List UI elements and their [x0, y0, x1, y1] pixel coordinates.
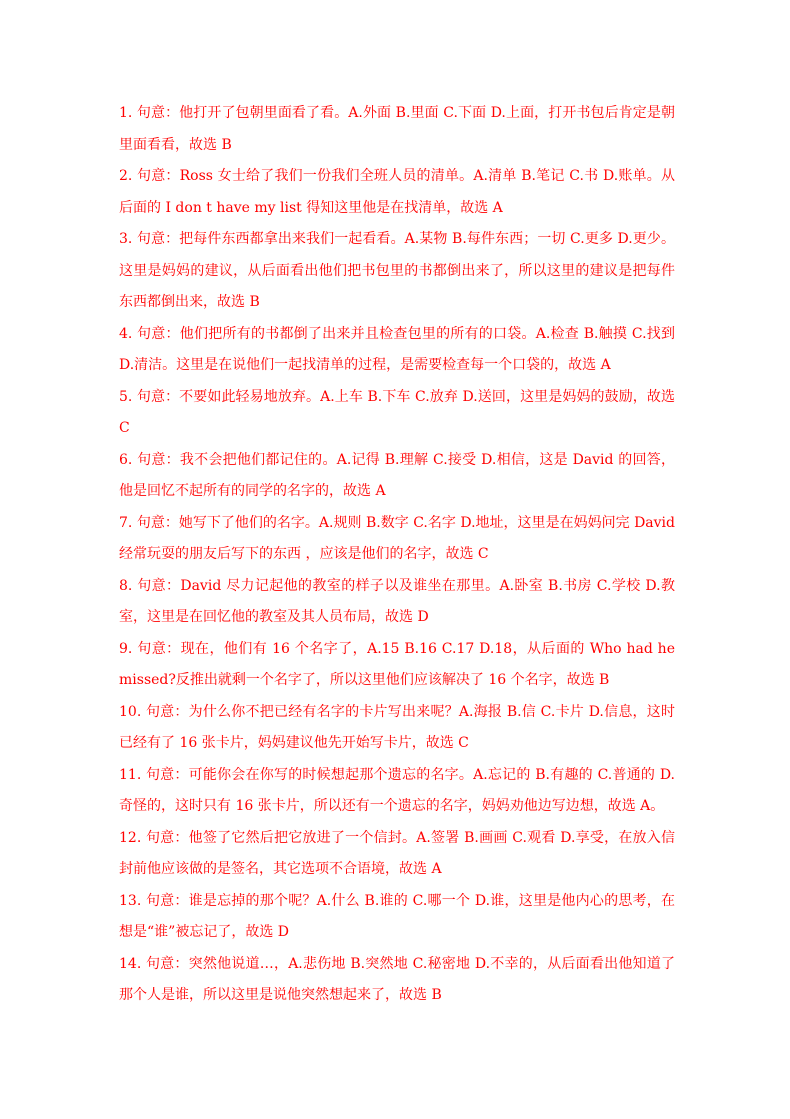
explanation-item: 8. 句意：David 尽力记起他的教室的样子以及谁坐在那里。A.卧室 B.书房 C.学校 D.教室，这里是在回忆他的教室及其人员布局，故选 D — [119, 577, 675, 625]
explanation-item: 7. 句意：她写下了他们的名字。A.规则 B.数字 C.名字 D.地址，这里是在妈妈问完 David 经常玩耍的朋友后写下的东西 ，应该是他们的名字，故选 C — [119, 514, 675, 562]
explanation-item: 10. 句意：为什么你不把已经有名字的卡片写出来呢？A.海报 B.信 C.卡片 D.信息，这时已经有了 16 张卡片，妈妈建议他先开始写卡片，故选 C — [119, 703, 675, 751]
explanation-item: 6. 句意：我不会把他们都记住的。A.记得 B.理解 C.接受 D.相信，这是 David 的回答，他是回忆不起所有的同学的名字的，故选 A — [119, 451, 675, 499]
explanation-item: 11. 句意：可能你会在你写的时候想起那个遗忘的名字。A.忘记的 B.有趣的 C.普通的 D.奇怪的，这时只有 16 张卡片，所以还有一个遗忘的名字，妈妈劝他边写边想，故选 A。 — [119, 766, 675, 814]
explanation-item: 12. 句意：他签了它然后把它放进了一个信封。A.签署 B.画画 C.观看 D.享受，在放入信封前他应该做的是签名，其它选项不合语境，故选 A — [119, 829, 675, 877]
explanation-item: 4. 句意：他们把所有的书都倒了出来并且检查包里的所有的口袋。A.检查 B.触摸 C.找到 D.清洁。这里是在说他们一起找清单的过程，是需要检查每一个口袋的，故选 A — [119, 325, 675, 373]
answer-explanations — [119, 98, 675, 1012]
explanation-item: 9. 句意：现在，他们有 16 个名字了，A.15 B.16 C.17 D.18，从后面的 Who had he missed?反推出就剩一个名字了，所以这里他们应该解决了 16 个名字，故选 B — [119, 640, 675, 688]
explanation-item: 14. 句意：突然他说道…，A.悲伤地 B.突然地 C.秘密地 D.不幸的，从后面看出他知道了那个人是谁，所以这里是说他突然想起来了，故选 B — [119, 955, 675, 1003]
explanation-item: 13. 句意：谁是忘掉的那个呢？A.什么 B.谁的 C.哪一个 D.谁，这里是他内心的思考，在想是“谁”被忘记了，故选 D — [119, 892, 675, 940]
explanation-item: 1. 句意：他打开了包朝里面看了看。A.外面 B.里面 C.下面 D.上面，打开书包后肯定是朝里面看看，故选 B — [119, 105, 675, 153]
explanation-item: 3. 句意：把每件东西都拿出来我们一起看看。A.某物 B.每件东西；一切 C.更多 D.更少。这里是妈妈的建议，从后面看出他们把书包里的书都倒出来了，所以这里的建议是把每件东西都倒出来，故选 B — [119, 231, 675, 310]
explanation-item: 2. 句意：Ross 女士给了我们一份我们全班人员的清单。A.清单 B.笔记 C.书 D.账单。从后面的 I don t have my list 得知这里他是在找清单，故选 A — [119, 168, 675, 216]
explanation-item: 5. 句意：不要如此轻易地放弃。A.上车 B.下车 C.放弃 D.送回，这里是妈妈的鼓励，故选 C — [119, 388, 675, 436]
